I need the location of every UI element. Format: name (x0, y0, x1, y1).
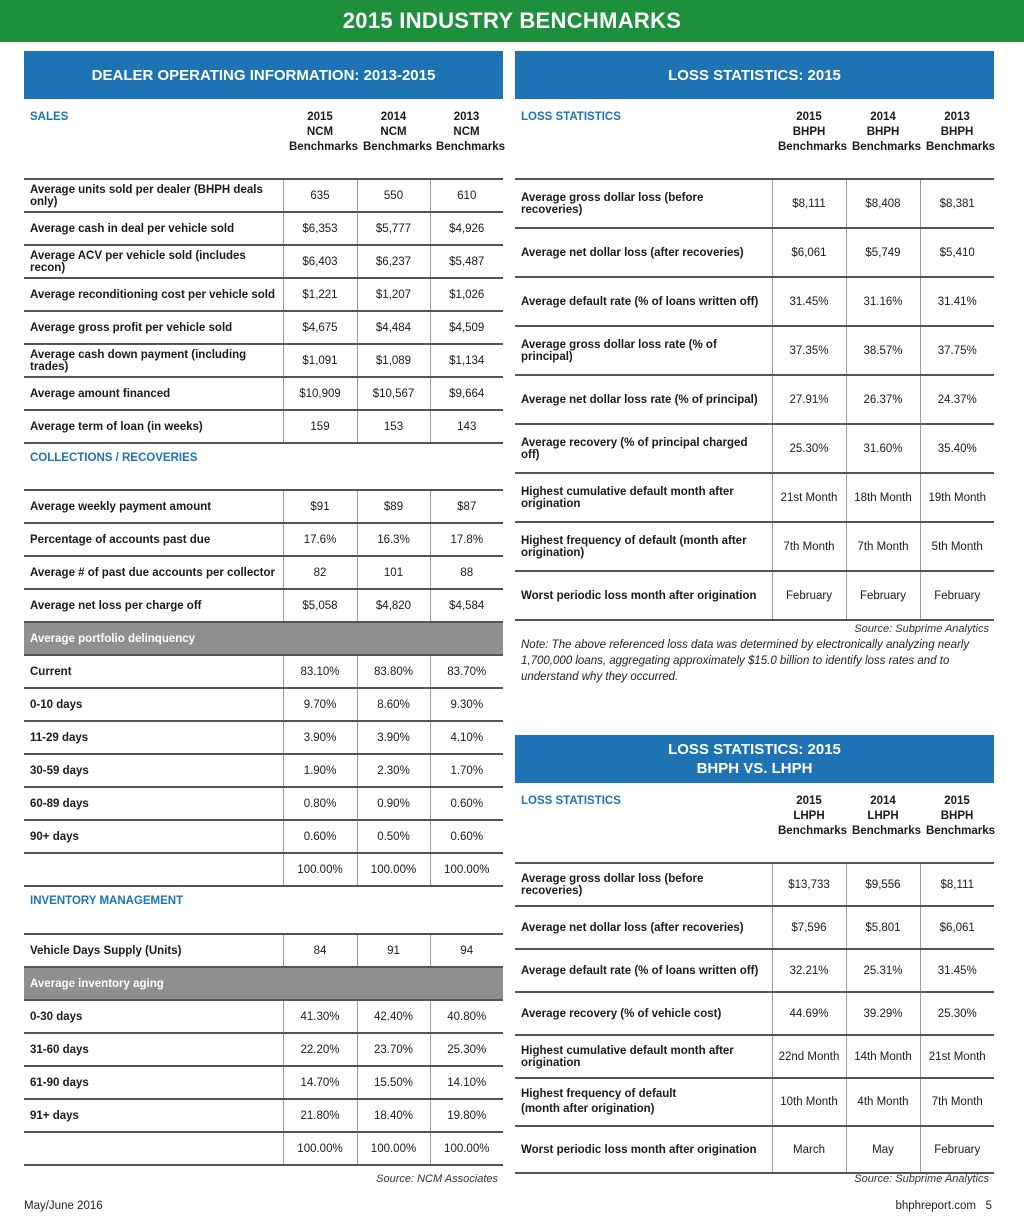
cell-value: $1,207 (357, 278, 430, 311)
row-label: 0-10 days (24, 688, 283, 721)
column-header-line: Benchmarks (926, 825, 996, 837)
row-label: Highest frequency of default (month after origination) (515, 522, 772, 571)
column-header-line: Benchmarks (436, 141, 506, 153)
cell-value: 21st Month (920, 1035, 994, 1078)
column-header (920, 100, 994, 179)
table-band-row (24, 967, 503, 1000)
cell-value: $6,061 (772, 228, 846, 277)
cell-value: 44.69% (772, 992, 846, 1035)
dealer-source: Source: NCM Associates (376, 1173, 498, 1185)
table-row (24, 934, 503, 967)
cell-value: 22nd Month (772, 1035, 846, 1078)
table-row (515, 906, 994, 949)
row-label: Average cash down payment (including trades) (24, 344, 283, 377)
column-header-line: 2014 (870, 795, 896, 807)
cell-value: 31.16% (846, 277, 920, 326)
table-row (24, 311, 503, 344)
cell-value: 7th Month (772, 522, 846, 571)
column-header-line: 2015 (944, 795, 970, 807)
footer-page-number: 5 (985, 1200, 992, 1212)
cell-value: $4,820 (357, 589, 430, 622)
cell-value: February (846, 571, 920, 620)
table-row (24, 721, 503, 754)
row-label: Average net dollar loss rate (% of principal) (515, 375, 772, 424)
loss-note: Note: The above referenced loss data was determined by electronically analyzing nearly 1,700,000 loans, aggregating approximately $15.0 billion to identify loss rates and to understand why they occurred. (521, 639, 970, 683)
cell-value: 100.00% (283, 853, 357, 886)
table-row (24, 655, 503, 688)
table-subheading-row (24, 886, 503, 934)
footer-site: bhphreport.com (895, 1200, 976, 1212)
row-label: Average gross dollar loss rate (% of principal) (515, 326, 772, 375)
table-subheading: INVENTORY MANAGEMENT (24, 886, 503, 934)
table-row (24, 1132, 503, 1165)
versus-table (515, 784, 994, 1174)
table-row (24, 556, 503, 589)
cell-value: 21st Month (772, 473, 846, 522)
row-label: 30-59 days (24, 754, 283, 787)
loss-table (515, 100, 994, 621)
versus-section-heading (515, 735, 994, 783)
cell-value: $5,801 (846, 906, 920, 949)
cell-value: 18.40% (357, 1099, 430, 1132)
row-label: Average default rate (% of loans written off) (515, 949, 772, 992)
row-label: Highest cumulative default month after origination (515, 1035, 772, 1078)
cell-value: 24.37% (920, 375, 994, 424)
cell-value: $91 (283, 490, 357, 523)
table-header-row (24, 100, 503, 179)
cell-value: 1.70% (430, 754, 503, 787)
table-row (24, 344, 503, 377)
table-band-label: Average inventory aging (24, 967, 503, 1000)
cell-value: 3.90% (357, 721, 430, 754)
table-subheading: LOSS STATISTICS (521, 795, 621, 807)
column-header-line: LHPH (793, 810, 825, 822)
cell-value: 84 (283, 934, 357, 967)
row-label: Average reconditioning cost per vehicle sold (24, 278, 283, 311)
row-label: Average recovery (% of principal charged off) (515, 424, 772, 473)
column-header (430, 100, 506, 179)
cell-value: 550 (357, 179, 430, 212)
cell-value: $5,777 (357, 212, 430, 245)
cell-value: 100.00% (357, 853, 430, 886)
cell-value: 153 (357, 410, 430, 443)
cell-value: 17.6% (283, 523, 357, 556)
cell-value: 37.35% (772, 326, 846, 375)
cell-value: $8,408 (846, 179, 920, 228)
cell-value: February (772, 571, 846, 620)
table-row (24, 245, 503, 278)
cell-value: $5,487 (430, 245, 503, 278)
cell-value: $9,556 (846, 863, 920, 906)
table-row (515, 228, 994, 277)
row-label (24, 1132, 283, 1165)
dealer-heading-text: DEALER OPERATING INFORMATION: 2013-2015 (91, 66, 436, 84)
table-row (24, 410, 503, 443)
column-header-line: 2013 (944, 111, 970, 123)
row-label: Average # of past due accounts per collector (24, 556, 283, 589)
table-header-row (515, 784, 994, 863)
row-label (24, 853, 283, 886)
cell-value: $4,926 (430, 212, 503, 245)
column-header-line: BHPH (940, 126, 974, 138)
table-row (515, 179, 994, 228)
table-row (515, 473, 994, 522)
cell-value: 40.80% (430, 1000, 503, 1033)
table-subheading: LOSS STATISTICS (521, 111, 621, 123)
cell-value: 5th Month (920, 522, 994, 571)
column-header-line: 2015 (307, 111, 333, 123)
cell-value: 0.90% (357, 787, 430, 820)
table-row (24, 1099, 503, 1132)
row-label: 61-90 days (24, 1066, 283, 1099)
row-label: Average units sold per dealer (BHPH deals only) (24, 179, 283, 212)
cell-value: 1.90% (283, 754, 357, 787)
cell-value: $6,403 (283, 245, 357, 278)
cell-value: March (772, 1126, 846, 1173)
row-label: 90+ days (24, 820, 283, 853)
row-label: Worst periodic loss month after origination (515, 571, 772, 620)
row-label: Average gross profit per vehicle sold (24, 311, 283, 344)
cell-value: 82 (283, 556, 357, 589)
cell-value: 10th Month (772, 1078, 846, 1126)
column-header-line: Benchmarks (778, 141, 848, 153)
column-header-line: NCM (306, 126, 334, 138)
row-label: Average gross dollar loss (before recoveries) (515, 179, 772, 228)
column-header-line: Benchmarks (926, 141, 996, 153)
cell-value: 41.30% (283, 1000, 357, 1033)
cell-value: 21.80% (283, 1099, 357, 1132)
row-label: 0-30 days (24, 1000, 283, 1033)
row-label: Worst periodic loss month after origination (515, 1126, 772, 1173)
cell-value: 101 (357, 556, 430, 589)
loss-section-heading (515, 51, 994, 99)
column-header-line: LHPH (867, 810, 899, 822)
cell-value: 23.70% (357, 1033, 430, 1066)
cell-value: $87 (430, 490, 503, 523)
cell-value: 14th Month (846, 1035, 920, 1078)
table-row (24, 754, 503, 787)
cell-value: $1,134 (430, 344, 503, 377)
table-row (515, 1126, 994, 1173)
row-label: 91+ days (24, 1099, 283, 1132)
table-row (24, 1033, 503, 1066)
cell-value: $1,026 (430, 278, 503, 311)
cell-value: 7th Month (920, 1078, 994, 1126)
column-header (920, 784, 994, 863)
cell-value: 100.00% (283, 1132, 357, 1165)
cell-value: $89 (357, 490, 430, 523)
dealer-section-heading (24, 51, 503, 99)
cell-value: $7,596 (772, 906, 846, 949)
cell-value: 25.30% (920, 992, 994, 1035)
cell-value: $1,091 (283, 344, 357, 377)
cell-value: February (920, 1126, 994, 1173)
column-header-line: BHPH (792, 126, 826, 138)
table-row (24, 853, 503, 886)
cell-value: $4,509 (430, 311, 503, 344)
cell-value: 25.30% (430, 1033, 503, 1066)
row-label: Highest cumulative default month after origination (515, 473, 772, 522)
column-header-line: NCM (380, 126, 407, 138)
cell-value: 83.70% (430, 655, 503, 688)
cell-value: 94 (430, 934, 503, 967)
cell-value: 100.00% (357, 1132, 430, 1165)
cell-value: 635 (283, 179, 357, 212)
table-subheading: COLLECTIONS / RECOVERIES (24, 443, 503, 490)
cell-value: 26.37% (846, 375, 920, 424)
cell-value: 37.75% (920, 326, 994, 375)
cell-value: 2.30% (357, 754, 430, 787)
cell-value: 31.41% (920, 277, 994, 326)
table-header-row (515, 100, 994, 179)
cell-value: 17.8% (430, 523, 503, 556)
table-row (24, 523, 503, 556)
cell-value: 159 (283, 410, 357, 443)
cell-value: $5,749 (846, 228, 920, 277)
column-header (772, 784, 846, 863)
cell-value: $5,410 (920, 228, 994, 277)
table-row (515, 1078, 994, 1126)
cell-value: 15.50% (357, 1066, 430, 1099)
cell-value: $13,733 (772, 863, 846, 906)
cell-value: May (846, 1126, 920, 1173)
loss-source: Source: Subprime Analytics (854, 623, 989, 635)
table-row (24, 589, 503, 622)
cell-value: $8,381 (920, 179, 994, 228)
cell-value: 100.00% (430, 1132, 503, 1165)
dealer-table (24, 100, 506, 1166)
page-title: 2015 INDUSTRY BENCHMARKS (0, 0, 1024, 42)
column-header-line: Benchmarks (363, 141, 433, 153)
column-header (283, 100, 357, 179)
cell-value: 100.00% (430, 853, 503, 886)
table-row (24, 490, 503, 523)
versus-source: Source: Subprime Analytics (854, 1173, 989, 1185)
cell-value: 0.80% (283, 787, 357, 820)
table-row (24, 377, 503, 410)
table-band-label: Average portfolio delinquency (24, 622, 503, 655)
cell-value: 4th Month (846, 1078, 920, 1126)
row-label: Current (24, 655, 283, 688)
cell-value: 19.80% (430, 1099, 503, 1132)
column-header-line: Benchmarks (852, 825, 922, 837)
footer-date: May/June 2016 (24, 1200, 103, 1212)
table-row (515, 424, 994, 473)
cell-value: 91 (357, 934, 430, 967)
cell-value: 31.45% (920, 949, 994, 992)
row-label: Average cash in deal per vehicle sold (24, 212, 283, 245)
table-row (24, 1000, 503, 1033)
cell-value: $4,675 (283, 311, 357, 344)
cell-value: 83.10% (283, 655, 357, 688)
cell-value: $8,111 (920, 863, 994, 906)
table-row (24, 212, 503, 245)
column-header-line: 2015 (796, 111, 822, 123)
row-label: 31-60 days (24, 1033, 283, 1066)
table-row (24, 688, 503, 721)
column-header-line: Benchmarks (289, 141, 359, 153)
cell-value: 3.90% (283, 721, 357, 754)
cell-value: 25.31% (846, 949, 920, 992)
column-header-line: BHPH (940, 810, 974, 822)
cell-value: 31.60% (846, 424, 920, 473)
column-header-line: NCM (453, 126, 480, 138)
cell-value: 0.60% (283, 820, 357, 853)
cell-value: 22.20% (283, 1033, 357, 1066)
column-header (772, 100, 846, 179)
cell-value: $8,111 (772, 179, 846, 228)
column-header (846, 100, 920, 179)
cell-value: 7th Month (846, 522, 920, 571)
row-label: Highest frequency of default (month after origination) (515, 1078, 772, 1126)
cell-value: 16.3% (357, 523, 430, 556)
row-label: Average recovery (% of vehicle cost) (515, 992, 772, 1035)
cell-value: 14.70% (283, 1066, 357, 1099)
cell-value: 83.80% (357, 655, 430, 688)
table-row (515, 863, 994, 906)
cell-value: 18th Month (846, 473, 920, 522)
column-header (357, 100, 433, 179)
row-label: Average gross dollar loss (before recoveries) (515, 863, 772, 906)
row-label: Average net dollar loss (after recoveries) (515, 906, 772, 949)
column-header-line: 2014 (380, 111, 407, 123)
table-subheading: SALES (30, 111, 69, 123)
cell-value: 32.21% (772, 949, 846, 992)
cell-value: 9.70% (283, 688, 357, 721)
row-label: Percentage of accounts past due (24, 523, 283, 556)
cell-value: 610 (430, 179, 503, 212)
cell-value: 25.30% (772, 424, 846, 473)
column-header-line: BHPH (866, 126, 900, 138)
cell-value: 19th Month (920, 473, 994, 522)
cell-value: $5,058 (283, 589, 357, 622)
cell-value: 0.50% (357, 820, 430, 853)
table-row (515, 375, 994, 424)
table-row (515, 949, 994, 992)
table-row (24, 278, 503, 311)
table-row (515, 326, 994, 375)
table-band-row (24, 622, 503, 655)
versus-heading-line2: BHPH VS. LHPH (696, 760, 813, 777)
row-label: Average weekly payment amount (24, 490, 283, 523)
cell-value: $6,353 (283, 212, 357, 245)
cell-value: 27.91% (772, 375, 846, 424)
table-row (24, 179, 503, 212)
cell-value: 35.40% (920, 424, 994, 473)
cell-value: 0.60% (430, 820, 503, 853)
cell-value: $6,061 (920, 906, 994, 949)
loss-heading-text: LOSS STATISTICS: 2015 (668, 66, 841, 84)
row-label: Average ACV per vehicle sold (includes recon) (24, 245, 283, 278)
row-label: Average term of loan (in weeks) (24, 410, 283, 443)
cell-value: $6,237 (357, 245, 430, 278)
row-label: Average net loss per charge off (24, 589, 283, 622)
row-label: Average amount financed (24, 377, 283, 410)
cell-value: $1,221 (283, 278, 357, 311)
cell-value: $1,089 (357, 344, 430, 377)
cell-value: $10,567 (357, 377, 430, 410)
cell-value: 9.30% (430, 688, 503, 721)
versus-heading-line1: LOSS STATISTICS: 2015 (668, 741, 841, 758)
cell-value: 14.10% (430, 1066, 503, 1099)
cell-value: $4,484 (357, 311, 430, 344)
cell-value: 88 (430, 556, 503, 589)
cell-value: 31.45% (772, 277, 846, 326)
cell-value: $4,584 (430, 589, 503, 622)
row-label: Average net dollar loss (after recoveries) (515, 228, 772, 277)
column-header-line: Benchmarks (852, 141, 922, 153)
column-header-line: Benchmarks (778, 825, 848, 837)
cell-value: 39.29% (846, 992, 920, 1035)
cell-value: 8.60% (357, 688, 430, 721)
footer-page-info (895, 1200, 992, 1212)
cell-value: 38.57% (846, 326, 920, 375)
table-row (515, 1035, 994, 1078)
table-row (24, 787, 503, 820)
cell-value: 143 (430, 410, 503, 443)
row-label: Vehicle Days Supply (Units) (24, 934, 283, 967)
table-row (24, 1066, 503, 1099)
column-header-line: 2014 (870, 111, 896, 123)
table-row (515, 571, 994, 620)
cell-value: 42.40% (357, 1000, 430, 1033)
cell-value: 0.60% (430, 787, 503, 820)
row-label: 60-89 days (24, 787, 283, 820)
cell-value: 4.10% (430, 721, 503, 754)
column-header-line: 2015 (796, 795, 822, 807)
table-row (24, 820, 503, 853)
cell-value: $10,909 (283, 377, 357, 410)
table-subheading-row (24, 443, 503, 490)
row-label: 11-29 days (24, 721, 283, 754)
column-header-line: 2013 (453, 111, 480, 123)
row-label: Average default rate (% of loans written off) (515, 277, 772, 326)
table-row (515, 522, 994, 571)
table-row (515, 277, 994, 326)
table-row (515, 992, 994, 1035)
cell-value: $9,664 (430, 377, 503, 410)
cell-value: February (920, 571, 994, 620)
column-header (846, 784, 920, 863)
